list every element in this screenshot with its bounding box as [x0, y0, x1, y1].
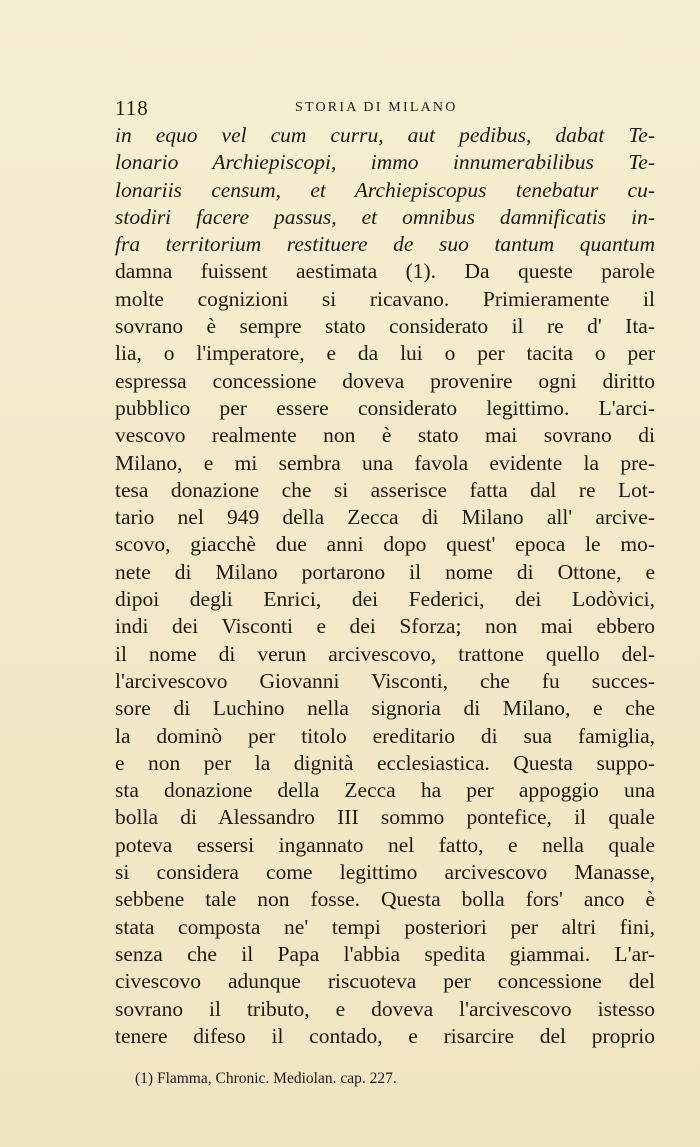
text-line: l'arcivescovo Giovanni Visconti, che fu succes- [115, 668, 655, 693]
text-line: pubblico per essere considerato legittimo. L'arci- [115, 395, 655, 420]
text-line: fra territorium restituere de suo tantum quantum [115, 232, 655, 257]
text-line: sovrano il tributo, e doveva l'arcivescovo istesso [115, 996, 655, 1021]
text-line: sebbene tale non fosse. Questa bolla fors' anco è [115, 887, 655, 912]
text-line: tesa donazione che si asserisce fatta dal re Lot- [115, 477, 655, 502]
text-line: civescovo adunque riscuoteva per concessione del [115, 969, 655, 994]
text-line: tario nel 949 della Zecca di Milano all' arcive- [115, 505, 655, 530]
text-line: tenere difeso il contado, e risarcire del proprio [115, 1023, 655, 1048]
text-line: e non per la dignità ecclesiastica. Questa suppo- [115, 750, 655, 775]
text-line: bolla di Alessandro III sommo pontefice, il quale [115, 805, 655, 830]
text-line: senza che il Papa l'abbia spedita giammai. L'ar- [115, 941, 655, 966]
text-line: stata composta ne' tempi posteriori per altri fini, [115, 914, 655, 939]
text-line: si considera come legittimo arcivescovo Manasse, [115, 860, 655, 885]
text-line: poteva essersi ingannato nel fatto, e nella quale [115, 832, 655, 857]
text-line: espressa concessione doveva provenire ogni diritto [115, 368, 655, 393]
text-line: sore di Luchino nella signoria di Milano, e che [115, 696, 655, 721]
footnote: (1) Flamma, Chronic. Mediolan. cap. 227. [135, 1070, 397, 1087]
text-line: damna fuissent aestimata (1). Da queste parole [115, 259, 655, 284]
text-line: sta donazione della Zecca ha per appoggio una [115, 778, 655, 803]
text-line: vescovo realmente non è stato mai sovrano di [115, 423, 655, 448]
running-title: STORIA DI MILANO [295, 100, 458, 115]
running-head [115, 96, 655, 118]
body-text [115, 122, 655, 1050]
text-line: molte cognizioni si ricavano. Primieramente il [115, 286, 655, 311]
text-line: lonariis censum, et Archiepiscopus tenebatur cu- [115, 177, 655, 202]
text-line: sovrano è sempre stato considerato il re d' Ita- [115, 314, 655, 339]
text-line: nete di Milano portarono il nome di Ottone, e [115, 559, 655, 584]
text-line: Milano, e mi sembra una favola evidente la pre- [115, 450, 655, 475]
text-line: la dominò per titolo ereditario di sua famiglia, [115, 723, 655, 748]
text-line: lonario Archiepiscopi, immo innumerabilibus Te- [115, 150, 655, 175]
text-line: dipoi degli Enrici, dei Federici, dei Lodòvici, [115, 587, 655, 612]
text-line: il nome di verun arcivescovo, trattone quello del- [115, 641, 655, 666]
page-number: 118 [115, 96, 149, 120]
text-line: in equo vel cum curru, aut pedibus, dabat Te- [115, 123, 655, 147]
text-line: stodiri facere passus, et omnibus damnificatis in- [115, 204, 655, 229]
text-line: indi dei Visconti e dei Sforza; non mai ebbero [115, 614, 655, 639]
text-line: scovo, giacchè due anni dopo quest' epoca le mo- [115, 532, 655, 557]
text-line: lia, o l'imperatore, e da lui o per tacita o per [115, 341, 655, 366]
